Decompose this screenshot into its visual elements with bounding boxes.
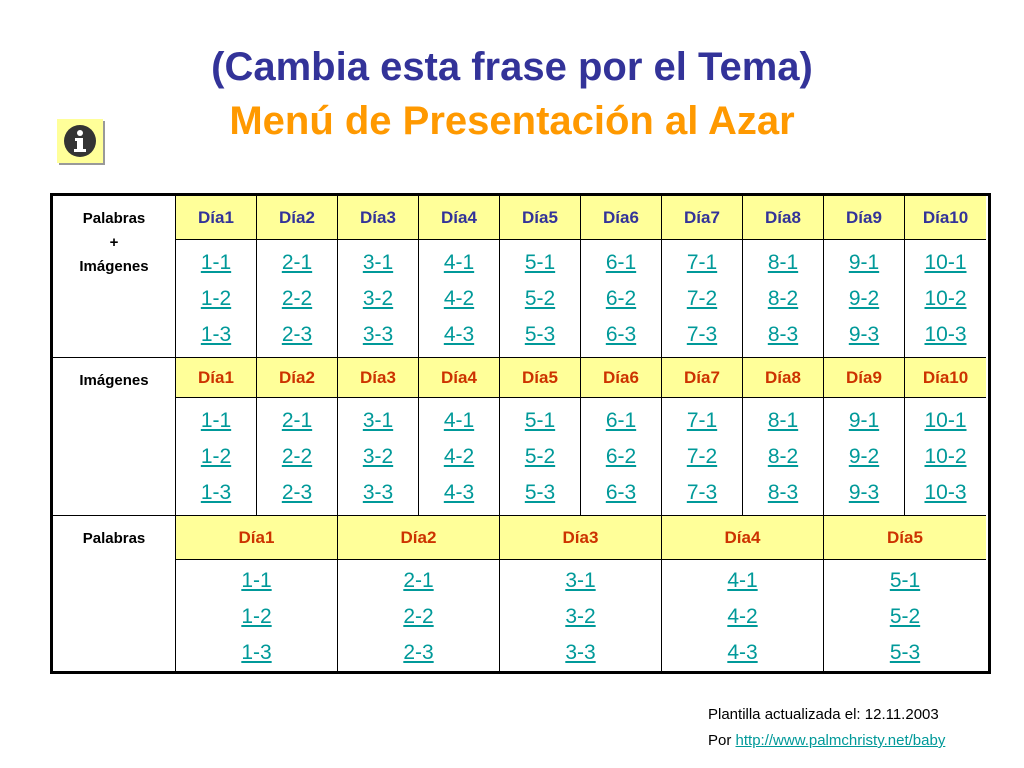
slide-link[interactable]: 6-1 (605, 250, 637, 274)
slide-link[interactable]: 8-1 (767, 250, 799, 274)
slide-link[interactable]: 1-1 (241, 569, 272, 592)
slide-link[interactable]: 9-1 (848, 250, 880, 274)
info-button[interactable] (57, 119, 103, 163)
slide-link[interactable]: 4-1 (443, 408, 475, 432)
slide-link[interactable]: 1-2 (200, 444, 232, 468)
slide-link[interactable]: 1-3 (200, 322, 232, 346)
day-links (338, 398, 419, 516)
slide-link[interactable]: 7-1 (686, 250, 718, 274)
day-header[interactable]: Día7 (662, 358, 743, 398)
day-links (905, 398, 986, 516)
slide-link[interactable]: 1-2 (241, 605, 272, 628)
slide-link[interactable]: 2-1 (281, 250, 313, 274)
day-links (662, 240, 743, 358)
author-prefix: Por (708, 732, 736, 749)
info-icon (63, 124, 97, 158)
slide-link[interactable]: 8-3 (767, 322, 799, 346)
template-updated-text: Plantilla actualizada el: 12.11.2003 (708, 706, 939, 723)
slide-link[interactable]: 5-3 (889, 641, 921, 664)
day-header[interactable]: Día5 (500, 196, 581, 240)
slide-link[interactable]: 7-2 (686, 444, 718, 468)
day-header[interactable]: Día10 (905, 358, 986, 398)
day-header[interactable]: Día4 (662, 516, 824, 560)
slide-link[interactable]: 5-2 (889, 605, 921, 628)
slide-link[interactable]: 4-1 (443, 250, 475, 274)
slide-link[interactable]: 4-2 (727, 605, 758, 628)
day-links (905, 240, 986, 358)
slide-link[interactable]: 2-3 (281, 322, 313, 346)
slide-link[interactable]: 3-2 (362, 286, 394, 310)
author-link[interactable]: http://www.palmchristy.net/baby (735, 732, 946, 749)
day-header[interactable]: Día5 (824, 516, 986, 560)
day-header[interactable]: Día6 (581, 358, 662, 398)
day-header[interactable]: Día9 (824, 358, 905, 398)
slide-link[interactable]: 10-3 (924, 480, 967, 504)
slide-link[interactable]: 8-2 (767, 444, 799, 468)
day-header[interactable]: Día10 (905, 196, 986, 240)
section-label: Palabras + Imágenes (53, 196, 176, 358)
day-header[interactable]: Día5 (500, 358, 581, 398)
day-links (419, 240, 500, 358)
slide-link[interactable]: 8-1 (767, 408, 799, 432)
slide-link[interactable]: 8-3 (767, 480, 799, 504)
slide-link[interactable]: 3-2 (362, 444, 394, 468)
slide-link[interactable]: 5-2 (524, 444, 556, 468)
slide-link[interactable]: 6-3 (605, 480, 637, 504)
day-links (662, 560, 824, 674)
day-header[interactable]: Día8 (743, 358, 824, 398)
day-links (824, 398, 905, 516)
day-header[interactable]: Día4 (419, 196, 500, 240)
day-links (176, 560, 338, 674)
day-links (581, 240, 662, 358)
slide-link[interactable]: 7-3 (686, 480, 718, 504)
slide-link[interactable]: 2-1 (403, 569, 434, 592)
slide-link[interactable]: 2-1 (281, 408, 313, 432)
slide-link[interactable]: 1-1 (200, 250, 232, 274)
day-links (743, 240, 824, 358)
slide-link[interactable]: 6-3 (605, 322, 637, 346)
day-links (257, 398, 338, 516)
slide-link[interactable]: 9-2 (848, 444, 880, 468)
slide-link[interactable]: 5-3 (524, 322, 556, 346)
slide-link[interactable]: 1-3 (241, 641, 272, 664)
title-menu: Menú de Presentación al Azar (229, 99, 795, 143)
day-links (500, 240, 581, 358)
slide-link[interactable]: 2-2 (281, 444, 313, 468)
slide-link[interactable]: 10-1 (924, 408, 967, 432)
slide-link[interactable]: 3-1 (362, 408, 394, 432)
slide-link[interactable]: 3-2 (565, 605, 596, 628)
author-credit (708, 732, 945, 749)
slide-link[interactable]: 7-2 (686, 286, 718, 310)
day-links (338, 240, 419, 358)
slide-link[interactable]: 9-3 (848, 322, 880, 346)
slide-link[interactable]: 1-2 (200, 286, 232, 310)
slide-link[interactable]: 3-3 (565, 641, 596, 664)
day-links (500, 398, 581, 516)
day-header[interactable]: Día3 (338, 358, 419, 398)
day-links (662, 398, 743, 516)
slide-link[interactable]: 2-3 (281, 480, 313, 504)
day-links (257, 240, 338, 358)
slide-link[interactable]: 5-2 (524, 286, 556, 310)
day-header[interactable]: Día6 (581, 196, 662, 240)
day-header[interactable]: Día3 (338, 196, 419, 240)
slide-link[interactable]: 10-3 (924, 322, 967, 346)
day-links (824, 560, 986, 674)
slide-link[interactable]: 3-1 (362, 250, 394, 274)
day-header[interactable]: Día1 (176, 516, 338, 560)
slide-link[interactable]: 4-3 (443, 322, 475, 346)
slide-link[interactable]: 8-2 (767, 286, 799, 310)
day-links (824, 240, 905, 358)
day-header[interactable]: Día1 (176, 358, 257, 398)
day-header[interactable]: Día4 (419, 358, 500, 398)
slide-link[interactable]: 5-3 (524, 480, 556, 504)
slide-link[interactable]: 10-2 (924, 444, 967, 468)
day-header[interactable]: Día1 (176, 196, 257, 240)
slide-link[interactable]: 5-1 (524, 408, 556, 432)
section-label: Palabras (53, 516, 176, 674)
slide-link[interactable]: 10-1 (924, 250, 967, 274)
title-topic: (Cambia esta frase por el Tema) (211, 45, 813, 89)
slide-link[interactable]: 6-2 (605, 286, 637, 310)
slide-link[interactable]: 9-3 (848, 480, 880, 504)
day-links (338, 560, 500, 674)
slide-link[interactable]: 6-2 (605, 444, 637, 468)
slide-link[interactable]: 7-1 (686, 408, 718, 432)
slide-link[interactable]: 1-3 (200, 480, 232, 504)
slide-link[interactable]: 4-2 (443, 286, 475, 310)
slide-link[interactable]: 9-2 (848, 286, 880, 310)
slide-link[interactable]: 1-1 (200, 408, 232, 432)
day-links (581, 398, 662, 516)
slide-link[interactable]: 4-1 (727, 569, 758, 592)
day-header[interactable]: Día2 (257, 358, 338, 398)
day-header[interactable]: Día8 (743, 196, 824, 240)
day-header[interactable]: Día2 (338, 516, 500, 560)
presentation-menu-table (50, 193, 991, 674)
slide-link[interactable]: 2-2 (281, 286, 313, 310)
day-links (743, 398, 824, 516)
slide-link[interactable]: 2-2 (403, 605, 434, 628)
slide-title (0, 40, 1024, 148)
slide-link[interactable]: 6-1 (605, 408, 637, 432)
day-header[interactable]: Día2 (257, 196, 338, 240)
day-links (176, 398, 257, 516)
slide-link[interactable]: 4-2 (443, 444, 475, 468)
slide-link[interactable]: 4-3 (727, 641, 758, 664)
slide-link[interactable]: 10-2 (924, 286, 967, 310)
slide-link[interactable]: 3-3 (362, 322, 394, 346)
day-links (500, 560, 662, 674)
slide-link[interactable]: 9-1 (848, 408, 880, 432)
slide-link[interactable]: 7-3 (686, 322, 718, 346)
slide-link[interactable]: 4-3 (443, 480, 475, 504)
day-header[interactable]: Día7 (662, 196, 743, 240)
day-header[interactable]: Día3 (500, 516, 662, 560)
slide-link[interactable]: 5-1 (889, 569, 921, 592)
slide-link[interactable]: 2-3 (403, 641, 434, 664)
slide-link[interactable]: 5-1 (524, 250, 556, 274)
day-links (419, 398, 500, 516)
slide-link[interactable]: 3-3 (362, 480, 394, 504)
slide-link[interactable]: 3-1 (565, 569, 596, 592)
day-links (176, 240, 257, 358)
day-header[interactable]: Día9 (824, 196, 905, 240)
section-label: Imágenes (53, 358, 176, 516)
